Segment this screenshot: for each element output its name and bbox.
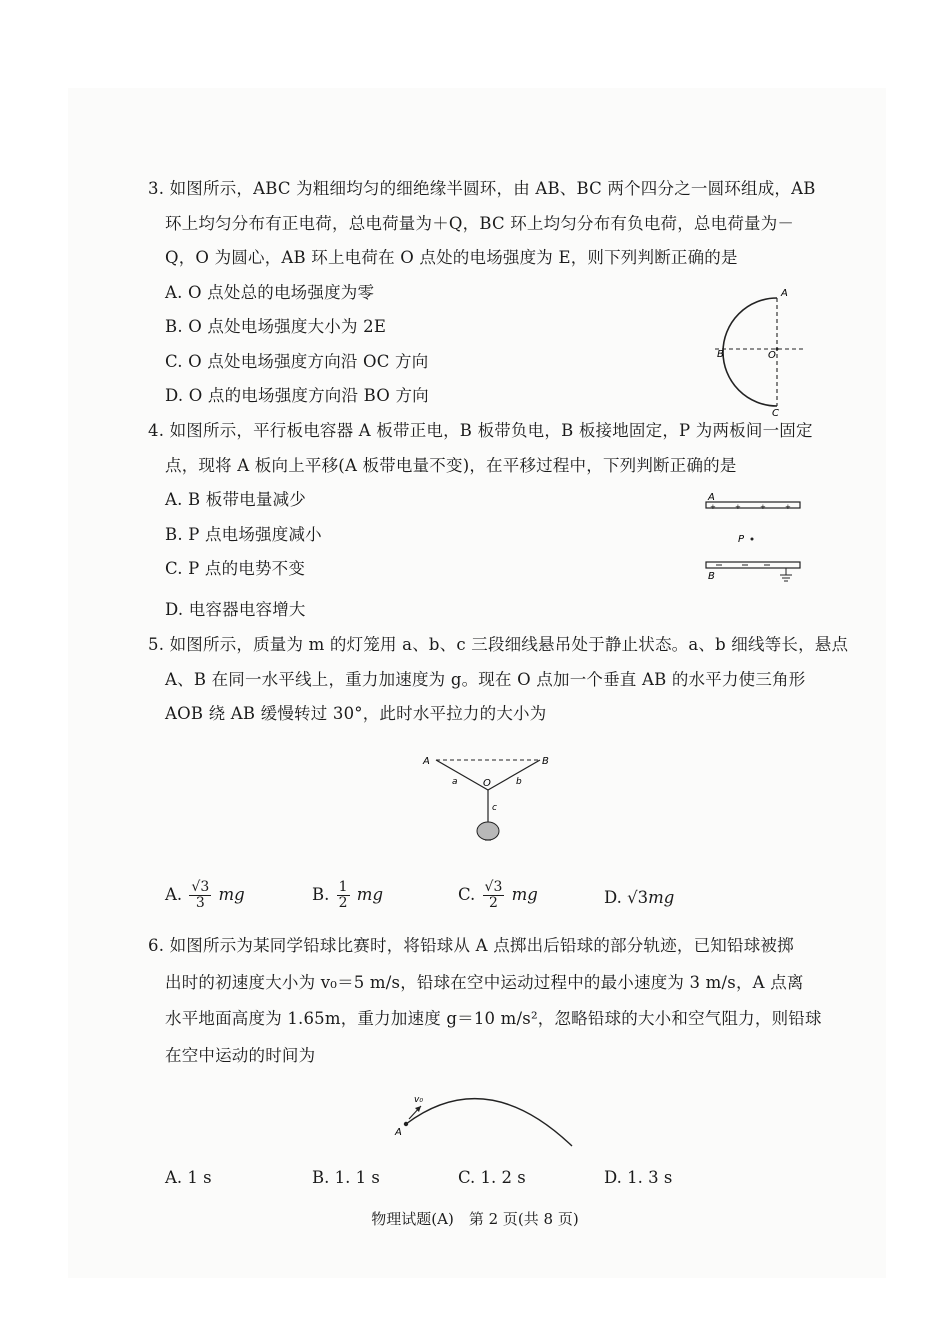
q5-lantern-figure	[420, 748, 560, 850]
q5-line-2: A、B 在同一水平线上，重力加速度为 g。现在 O 点加一个垂直 AB 的水平力使三角形	[165, 669, 806, 689]
q6-trajectory-figure	[392, 1088, 582, 1152]
q5-label-string-c: c	[492, 803, 497, 813]
q5-label-o: O	[483, 778, 491, 789]
q5-option-d	[604, 888, 674, 907]
q3-option-a: A. O 点处总的电场强度为零	[165, 282, 375, 302]
q5-option-c-den: 2	[489, 895, 498, 911]
q6-label-a: A	[395, 1127, 402, 1138]
q4-label-b: B	[708, 571, 715, 582]
q3-line-1: 3. 如图所示，ABC 为粗细均匀的细绝缘半圆环，由 AB、BC 两个四分之一圆环组成，AB	[148, 179, 816, 198]
q5-line-3: AOB 绕 AB 缓慢转过 30°，此时水平拉力的大小为	[165, 704, 547, 723]
svg-text:+: +	[760, 503, 766, 511]
q5-option-a-prefix: A.	[165, 885, 183, 904]
q5-option-a-num: √3	[191, 879, 210, 895]
q4-label-p: P	[738, 534, 745, 545]
q3-label-a: A	[781, 288, 788, 299]
q3-semicircle-figure	[705, 282, 815, 418]
q4-line-2: 点，现将 A 板向上平移(A 板带电量不变)，在平移过程中，下列判断正确的是	[165, 455, 737, 475]
q3-line-2: 环上均匀分布有正电荷，总电荷量为＋Q，BC 环上均匀分布有负电荷，总电荷量为－	[165, 213, 795, 233]
q5-option-a-den: 3	[195, 895, 205, 911]
q5-option-d-mg: mg	[648, 888, 675, 907]
q5-label-b: B	[542, 756, 549, 767]
q5-option-d-value: √3	[627, 888, 649, 907]
q6-line-2: 出时的初速度大小为 v₀＝5 m/s，铅球在空中运动过程中的最小速度为 3 m/s，A 点离	[165, 972, 804, 992]
q6-option-d: D. 1. 3 s	[604, 1168, 673, 1187]
q5-line-1: 5. 如图所示，质量为 m 的灯笼用 a、b、c 三段细线悬吊处于静止状态。a、b 细线等长，悬点	[148, 635, 849, 654]
svg-text:+: +	[735, 503, 741, 511]
q4-option-a: A. B 板带电量减少	[165, 490, 306, 509]
q5-option-b-mg: mg	[356, 885, 384, 904]
q6-option-a: A. 1 s	[165, 1168, 212, 1187]
question-6	[148, 928, 822, 1074]
q5-label-string-b: b	[516, 777, 522, 787]
q3-line-3: Q，O 为圆心，AB 环上电荷在 O 点处的电场强度为 E，则下列判断正确的是	[165, 248, 738, 267]
q5-option-a-fraction	[189, 880, 211, 911]
q4-option-b: B. P 点电场强度减小	[165, 524, 322, 544]
q5-option-c-prefix: C.	[458, 885, 476, 904]
q4-line-1: 4. 如图所示，平行板电容器 A 板带正电，B 板带负电，B 板接地固定，P 为两板间一固定	[148, 421, 813, 440]
q6-option-c: C. 1. 2 s	[458, 1168, 526, 1187]
q3-option-d: D. O 点的电场强度方向沿 BO 方向	[165, 386, 429, 405]
q3-label-o: O	[768, 350, 776, 361]
q5-option-c	[458, 880, 538, 911]
q4-label-a: A	[708, 492, 715, 503]
q3-label-c: C	[772, 408, 779, 418]
page-footer: 物理试题(A) 第 2 页(共 8 页)	[371, 1210, 579, 1228]
q3-label-b: B	[717, 349, 724, 360]
q5-option-b-fraction	[337, 880, 350, 911]
q6-line-1: 6. 如图所示为某同学铅球比赛时，将铅球从 A 点掷出后铅球的部分轨迹，已知铅球被掷	[148, 936, 794, 955]
q6-option-b: B. 1. 1 s	[312, 1168, 380, 1187]
svg-text:+: +	[710, 503, 716, 511]
q5-option-c-mg: mg	[511, 885, 538, 904]
q4-option-c: C. P 点的电势不变	[165, 559, 306, 578]
q5-option-b-den: 2	[338, 895, 348, 911]
q3-option-b: B. O 点处电场强度大小为 2E	[165, 317, 387, 336]
q6-line-3: 水平地面高度为 1.65m，重力加速度 g＝10 m/s²，忽略铅球的大小和空气阻力，则铅球	[165, 1009, 822, 1028]
question-5	[148, 628, 848, 732]
q5-option-c-fraction	[483, 880, 505, 911]
svg-text:+: +	[785, 503, 791, 511]
q3-option-c: C. O 点处电场强度方向沿 OC 方向	[165, 351, 429, 371]
q5-option-d-prefix: D.	[604, 888, 622, 907]
q5-option-b-prefix: B.	[312, 885, 330, 904]
q4-option-d: D. 电容器电容增大	[165, 599, 306, 619]
q5-option-a-mg: mg	[218, 885, 245, 904]
q5-option-b-num: 1	[338, 879, 348, 895]
q6-line-4: 在空中运动的时间为	[165, 1045, 316, 1065]
q5-option-b	[312, 880, 383, 911]
q5-option-c-num: √3	[484, 879, 503, 895]
q5-label-a: A	[423, 756, 430, 767]
q5-option-a	[165, 880, 245, 911]
q6-label-v0: v₀	[414, 1095, 423, 1105]
q5-label-string-a: a	[452, 777, 458, 787]
q4-capacitor-figure	[702, 488, 810, 584]
